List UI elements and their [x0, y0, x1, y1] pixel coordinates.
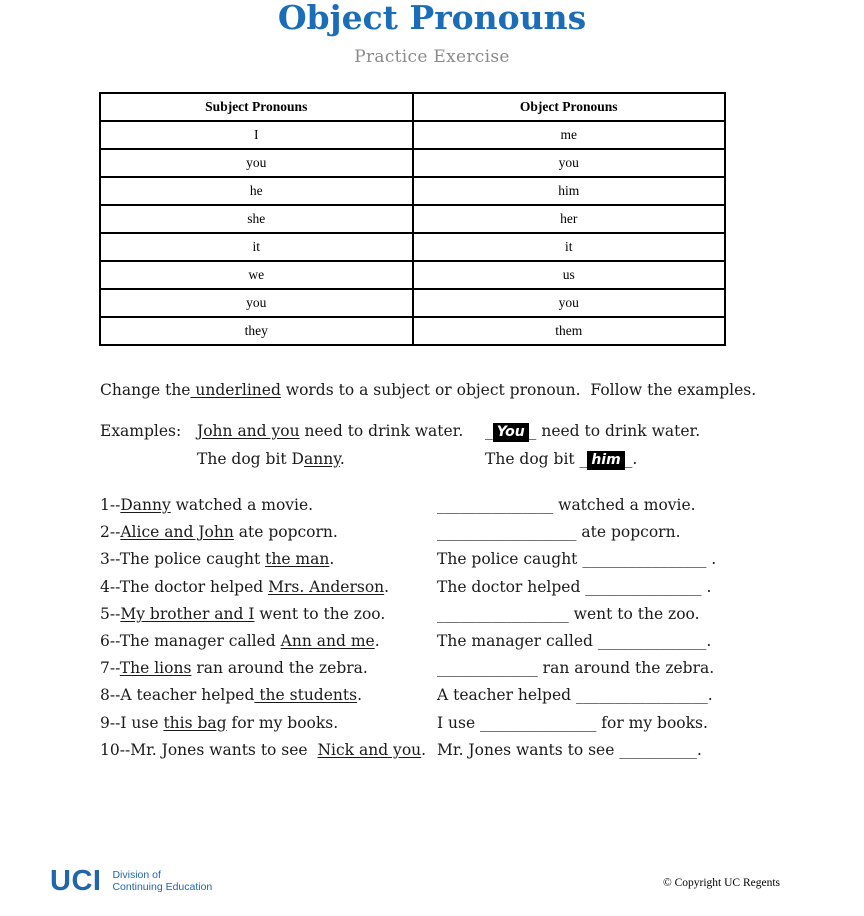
underlined-phrase: underlined — [190, 381, 281, 399]
text-segment: watched a movie. — [170, 496, 314, 514]
exercise-row — [100, 628, 764, 655]
text-segment: _ — [485, 422, 493, 440]
exercise-row-right-sentence — [437, 710, 764, 737]
text-segment: 5-- — [100, 604, 121, 623]
text-segment: Change the — [100, 381, 191, 399]
text-segment: 4--The doctor helped — [100, 577, 269, 596]
exercise-row — [100, 682, 764, 709]
answer-highlight: him — [587, 451, 624, 470]
pronoun-header-row — [100, 93, 725, 121]
exercise-row — [100, 601, 764, 628]
underlined-phrase: this bag — [163, 713, 227, 732]
exercise-row-right-sentence — [437, 601, 764, 628]
exercise-row-right-sentence — [437, 655, 764, 682]
examples-rows — [197, 418, 764, 473]
exercise-row-right-sentence — [437, 628, 764, 655]
pronoun-cell: I — [100, 121, 413, 149]
instruction-text — [100, 380, 756, 400]
pronoun-row — [100, 261, 725, 289]
col-header-object-pronouns: Object Pronouns — [413, 93, 726, 121]
examples-label: Examples: — [100, 422, 182, 440]
text-segment: 9--I use — [100, 713, 164, 732]
examples-section — [100, 418, 764, 473]
exercise-row — [100, 546, 764, 573]
text-segment: The police caught ________________ . — [437, 550, 717, 569]
exercise-row-left-sentence — [100, 655, 437, 682]
text-segment: 6--The manager called — [100, 631, 281, 650]
text-segment: _______________ watched a movie. — [437, 496, 696, 514]
text-segment: The doctor helped _______________ . — [437, 577, 712, 596]
exercise-row — [100, 737, 764, 764]
exercise-row-right-sentence — [437, 492, 764, 519]
exercise-row-left-sentence — [100, 710, 437, 737]
pronoun-cell: you — [413, 289, 726, 317]
text-segment: . — [374, 631, 380, 650]
underlined-phrase: the man — [265, 550, 330, 569]
uci-logo-division-line1: Division of — [112, 868, 161, 881]
underlined-phrase: Ann and me — [280, 631, 375, 650]
underlined-phrase: John and you — [197, 422, 300, 440]
pronoun-cell: you — [100, 149, 413, 177]
exercise-row-right-sentence — [437, 546, 764, 573]
exercise-row-left-sentence — [100, 546, 437, 573]
exercise-row-left-sentence — [100, 519, 437, 546]
underlined-phrase: My brother and I — [120, 604, 255, 623]
text-segment: _________________ went to the zoo. — [437, 604, 700, 623]
pronoun-cell: it — [100, 233, 413, 261]
pronoun-cell: us — [413, 261, 726, 289]
text-segment: for my books. — [226, 713, 339, 732]
example-row-left-sentence — [197, 446, 485, 474]
underlined-phrase: Alice and John — [120, 523, 234, 542]
pronoun-row — [100, 205, 725, 233]
example-row-right-sentence — [485, 418, 764, 446]
text-segment: . — [339, 449, 345, 468]
copyright-notice: © Copyright UC Regents — [662, 877, 780, 889]
pronoun-cell: we — [100, 261, 413, 289]
pronoun-cell: they — [100, 317, 413, 345]
pronoun-row — [100, 233, 725, 261]
answer-highlight: You — [493, 423, 529, 442]
exercise-row-left-sentence — [100, 492, 437, 519]
uci-logo-text: UCI — [50, 865, 102, 897]
page-title: Object Pronouns — [277, 0, 587, 37]
text-segment: _ need to drink water. — [528, 422, 701, 440]
page-subtitle: Practice Exercise — [354, 47, 510, 67]
pronoun-cell: me — [413, 121, 726, 149]
text-segment: need to drink water. — [299, 422, 464, 440]
exercise-row — [100, 519, 764, 546]
text-segment: . — [421, 740, 427, 759]
text-segment: The dog bit _ — [485, 449, 588, 468]
underlined-phrase: Danny — [120, 496, 171, 514]
underlined-phrase: Nick and you — [317, 740, 422, 759]
text-segment: Mr. Jones wants to see __________. — [437, 740, 702, 759]
exercise-row-right-sentence — [437, 682, 764, 709]
underlined-phrase: anny — [304, 449, 340, 468]
text-segment: 1-- — [100, 496, 121, 514]
pronoun-cell: it — [413, 233, 726, 261]
exercise-row-left-sentence — [100, 737, 437, 764]
text-segment: 2-- — [100, 523, 121, 542]
col-header-subject-pronouns: Subject Pronouns — [100, 93, 413, 121]
pronoun-table — [99, 92, 726, 346]
pronoun-row — [100, 149, 725, 177]
pronoun-table-head — [100, 93, 725, 121]
pronoun-row — [100, 317, 725, 345]
uci-logo-division-line2: Continuing Education — [112, 881, 213, 893]
pronoun-cell: you — [100, 289, 413, 317]
exercise-row-right-sentence — [437, 574, 764, 601]
pronoun-cell: you — [413, 149, 726, 177]
pronoun-row — [100, 121, 725, 149]
text-segment: . — [329, 550, 335, 569]
text-segment: I use _______________ for my books. — [437, 713, 708, 732]
uci-logo — [50, 866, 212, 896]
text-segment: The dog bit D — [197, 449, 304, 468]
pronoun-row — [100, 289, 725, 317]
text-segment: 7-- — [100, 659, 120, 678]
text-segment: . — [384, 577, 390, 596]
text-segment: __________________ ate popcorn. — [437, 523, 681, 542]
exercise-row — [100, 710, 764, 737]
exercise-row-left-sentence — [100, 628, 437, 655]
text-segment: 8--A teacher helped — [100, 686, 255, 705]
text-segment: A teacher helped _________________. — [437, 686, 713, 705]
exercise-row-right-sentence — [437, 737, 764, 764]
exercise-row-left-sentence — [100, 682, 437, 709]
pronoun-cell: them — [413, 317, 726, 345]
pronoun-row — [100, 177, 725, 205]
example-row-left-sentence — [197, 418, 485, 446]
text-segment: 10--Mr. Jones wants to see — [100, 740, 318, 759]
pronoun-cell: he — [100, 177, 413, 205]
text-segment: . — [357, 686, 363, 705]
exercise-row-left-sentence — [100, 574, 437, 601]
pronoun-cell: him — [413, 177, 726, 205]
text-segment: words to a subject or object pronoun. Follow the examples. — [280, 381, 757, 399]
example-row-right-sentence — [485, 446, 764, 474]
exercise-row-left-sentence — [100, 601, 437, 628]
uci-logo-division — [112, 869, 212, 894]
text-segment: ate popcorn. — [233, 523, 338, 542]
exercise-row — [100, 655, 764, 682]
text-segment: 3--The police caught — [100, 550, 266, 569]
text-segment: The manager called ______________. — [437, 631, 712, 650]
text-segment: ran around the zebra. — [191, 659, 368, 678]
example-row — [197, 446, 764, 474]
exercise-row-right-sentence — [437, 519, 764, 546]
exercises-section — [100, 492, 764, 764]
pronoun-table-body — [100, 121, 725, 345]
pronoun-cell: she — [100, 205, 413, 233]
exercise-row — [100, 574, 764, 601]
underlined-phrase: The lions — [119, 659, 192, 678]
text-segment: _____________ ran around the zebra. — [437, 659, 715, 678]
pronoun-cell: her — [413, 205, 726, 233]
exercise-row — [100, 492, 764, 519]
underlined-phrase: Mrs. Anderson — [268, 577, 385, 596]
text-segment: _. — [624, 449, 638, 468]
example-row — [197, 418, 764, 446]
text-segment: went to the zoo. — [254, 604, 386, 623]
underlined-phrase: the students — [254, 686, 358, 705]
